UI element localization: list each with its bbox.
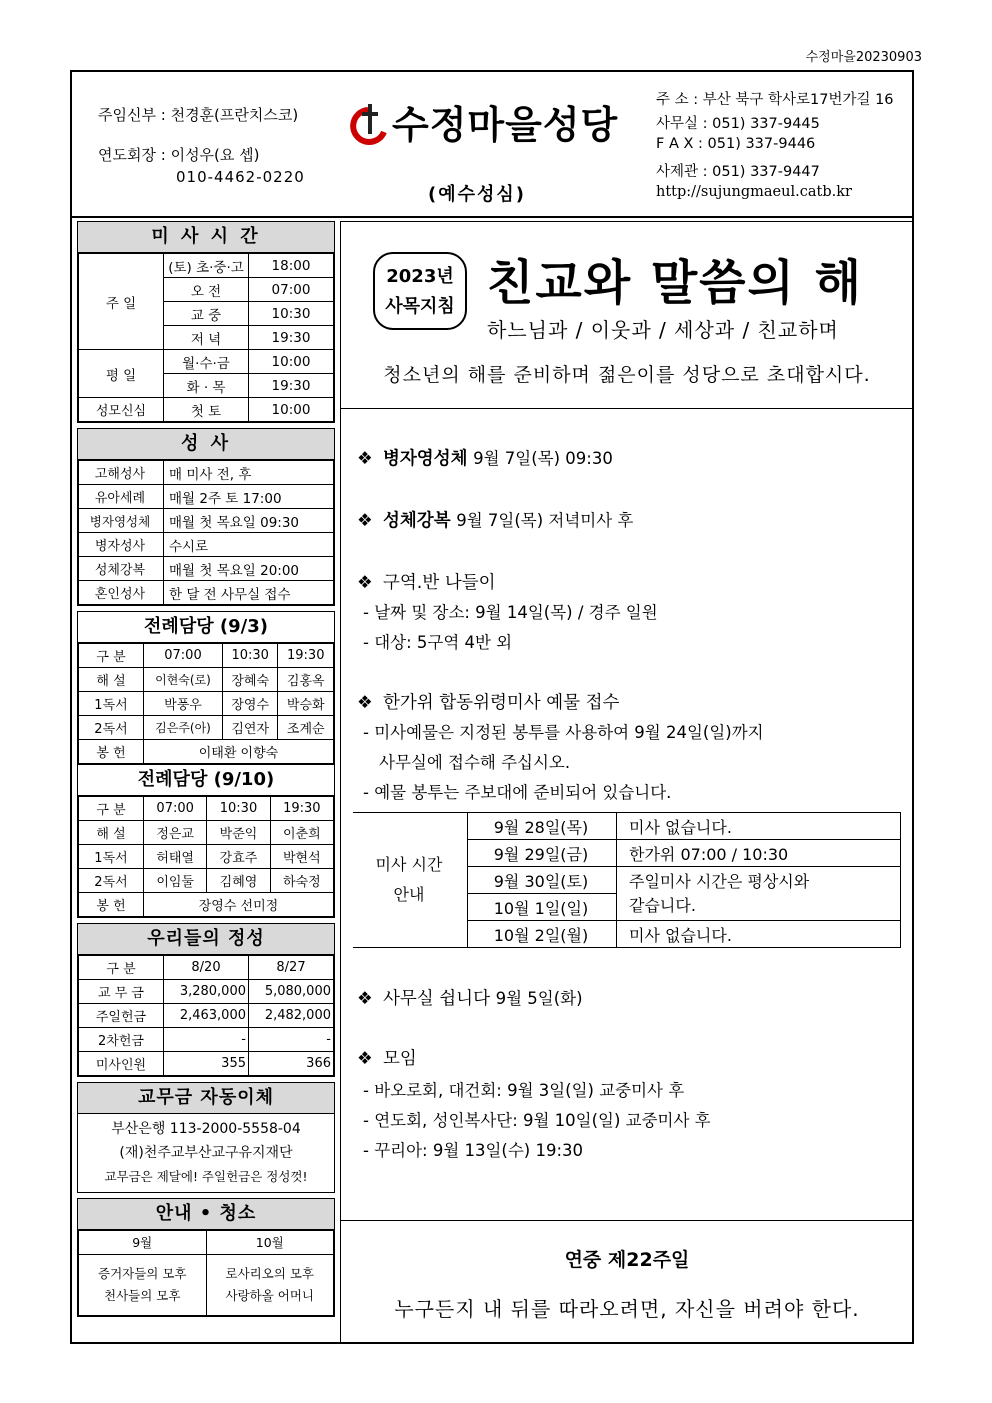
notice-memorial-mass: ❖ 한가위 합동위령미사 예물 접수 bbox=[357, 693, 620, 713]
fax: F A X : 051) 337-9446 bbox=[656, 136, 816, 152]
person: 김연자 bbox=[222, 716, 278, 740]
role: 1독서 bbox=[79, 692, 144, 716]
offering-label: 2차헌금 bbox=[79, 1028, 164, 1052]
mass-times-title: 미 사 시 간 bbox=[78, 222, 334, 253]
mass-schedule-caption: 미사 시간 안내 bbox=[353, 813, 468, 948]
notice-line: - 미사예물은 지정된 봉투를 사용하여 9월 24일(일)까지 bbox=[363, 723, 764, 742]
mass-time: 10:30 bbox=[249, 302, 334, 326]
bank-account: 부산은행 113-2000-5558-04 bbox=[111, 1121, 301, 1137]
sacrament-value: 매 미사 전, 후 bbox=[164, 461, 334, 485]
table-header: 10월 bbox=[206, 1231, 334, 1255]
address: 주 소 : 부산 북구 학사로17번가길 16 bbox=[656, 92, 894, 108]
sacrament-value: 매월 첫 목요일 09:30 bbox=[164, 509, 334, 533]
table-header: 8/20 bbox=[164, 956, 249, 980]
role: 해 설 bbox=[79, 821, 144, 845]
person: 김혜영 bbox=[207, 869, 270, 893]
sacrament-name: 혼인성사 bbox=[79, 581, 164, 605]
offerings bbox=[77, 923, 335, 1077]
person: 이춘희 bbox=[270, 821, 333, 845]
gospel-box bbox=[340, 1221, 914, 1343]
notice-line: - 꾸리아: 9월 13일(수) 19:30 bbox=[363, 1141, 584, 1160]
table-header: 19:30 bbox=[270, 797, 333, 821]
offertory-persons: 이태환 이향숙 bbox=[144, 740, 334, 764]
autopay-title: 교무금 자동이체 bbox=[78, 1083, 334, 1114]
table-header: 8/27 bbox=[249, 956, 334, 980]
schedule-note: 미사 없습니다. bbox=[617, 813, 901, 840]
offering-label: 교 무 금 bbox=[79, 980, 164, 1004]
liturgy-0903-title: 전례담당 (9/3) bbox=[78, 612, 334, 643]
table-header: 구 분 bbox=[79, 644, 144, 668]
mass-name: 오 전 bbox=[164, 278, 249, 302]
notice-office-closed: ❖ 사무실 쉽니다 9월 5일(화) bbox=[357, 989, 583, 1009]
sacraments bbox=[77, 428, 335, 606]
mass-time: 10:00 bbox=[249, 350, 334, 374]
mass-times bbox=[77, 221, 335, 423]
autopay bbox=[77, 1082, 335, 1193]
parish-name: 수정마을성당 bbox=[392, 103, 619, 147]
sacrament-name: 유아세례 bbox=[79, 485, 164, 509]
table-header: 19:30 bbox=[278, 644, 334, 668]
bulletin-frame bbox=[70, 70, 914, 1344]
sunday-title: 연중 제22주일 bbox=[564, 1249, 690, 1271]
person: 박풍우 bbox=[144, 692, 223, 716]
mass-name: 첫 토 bbox=[164, 398, 249, 422]
pastoral-banner bbox=[340, 221, 914, 409]
role: 2독서 bbox=[79, 716, 144, 740]
table-header: 9월 bbox=[79, 1231, 207, 1255]
notice-line: - 예물 봉투는 주보대에 준비되어 있습니다. bbox=[363, 783, 672, 802]
table-header: 07:00 bbox=[144, 797, 207, 821]
left-column bbox=[77, 221, 335, 1322]
offering-value: 2,463,000 bbox=[164, 1004, 249, 1028]
offering-value: 366 bbox=[249, 1052, 334, 1076]
person: 박준익 bbox=[207, 821, 270, 845]
person: 강효주 bbox=[207, 845, 270, 869]
sacrament-value: 매월 2주 토 17:00 bbox=[164, 485, 334, 509]
sacrament-name: 성체강복 bbox=[79, 557, 164, 581]
offering-value: 355 bbox=[164, 1052, 249, 1076]
table-header: 07:00 bbox=[144, 644, 223, 668]
mass-name: 월·수·금 bbox=[164, 350, 249, 374]
schedule-date: 10월 1일(일) bbox=[468, 894, 617, 921]
schedule-date: 9월 30일(토) bbox=[468, 867, 617, 894]
schedule-date: 9월 28일(목) bbox=[468, 813, 617, 840]
liturgy-0903 bbox=[77, 611, 335, 764]
offerings-title: 우리들의 정성 bbox=[78, 924, 334, 955]
cleaning-september: 증거자들의 모후 천사들의 모후 bbox=[79, 1255, 207, 1316]
person: 장영수 bbox=[222, 692, 278, 716]
person: 김홍옥 bbox=[278, 668, 334, 692]
notice-line: - 바오로회, 대건회: 9월 3일(일) 교중미사 후 bbox=[363, 1081, 685, 1100]
account-holder: (재)천주교부산교구유지재단 bbox=[119, 1145, 293, 1161]
pastoral-badge: 2023년 사목지침 bbox=[373, 252, 467, 330]
mass-time: 07:00 bbox=[249, 278, 334, 302]
weekday-label: 평 일 bbox=[79, 350, 164, 398]
mass-name: 화 · 목 bbox=[164, 374, 249, 398]
rectory-phone: 사제관 : 051) 337-9447 bbox=[656, 164, 820, 180]
schedule-note: 주일미사 시간은 평상시와 같습니다. bbox=[617, 867, 901, 921]
liturgy-0910-title: 전례담당 (9/10) bbox=[78, 765, 334, 796]
schedule-date: 10월 2일(월) bbox=[468, 921, 617, 948]
liturgy-0910 bbox=[77, 764, 335, 918]
person: 조계순 bbox=[278, 716, 334, 740]
mass-name: 저 녁 bbox=[164, 326, 249, 350]
role: 봉 헌 bbox=[79, 893, 144, 917]
offering-value: 3,280,000 bbox=[164, 980, 249, 1004]
person: 허태열 bbox=[144, 845, 207, 869]
office-phone: 사무실 : 051) 337-9445 bbox=[656, 116, 820, 132]
offertory-persons: 장영수 선미정 bbox=[144, 893, 334, 917]
sacrament-value: 한 달 전 사무실 접수 bbox=[164, 581, 334, 605]
offering-value: 5,080,000 bbox=[249, 980, 334, 1004]
sacrament-name: 병자영성체 bbox=[79, 509, 164, 533]
person: 하숙정 bbox=[270, 869, 333, 893]
pastor: 주임신부 : 천경훈(프란치스코) bbox=[98, 106, 299, 124]
schedule-note: 한가위 07:00 / 10:30 bbox=[617, 840, 901, 867]
schedule-note: 미사 없습니다. bbox=[617, 921, 901, 948]
first-sat-label: 성모신심 bbox=[79, 398, 164, 422]
person: 이임둘 bbox=[144, 869, 207, 893]
sacraments-title: 성 사 bbox=[78, 429, 334, 460]
notice-meetings: ❖ 모임 bbox=[357, 1049, 417, 1069]
header bbox=[72, 72, 912, 218]
parish-logo-icon bbox=[348, 102, 388, 146]
role: 해 설 bbox=[79, 668, 144, 692]
invite-text: 청소년의 해를 준비하며 젊은이를 성당으로 초대합시다. bbox=[383, 364, 871, 386]
sacrament-name: 고해성사 bbox=[79, 461, 164, 485]
cleaning-october: 로사리오의 모후 사랑하올 어머니 bbox=[206, 1255, 334, 1316]
document-id: 수정마을20230903 bbox=[805, 50, 922, 65]
table-header: 10:30 bbox=[207, 797, 270, 821]
cleaning bbox=[77, 1198, 335, 1317]
person: 박승화 bbox=[278, 692, 334, 716]
gospel-quote: 누구든지 내 뒤를 따라오려면, 자신을 버려야 한다. bbox=[394, 1297, 860, 1321]
person: 정은교 bbox=[144, 821, 207, 845]
notice-sick-communion: ❖ 병자영성체 9월 7일(목) 09:30 bbox=[357, 449, 613, 469]
notice-line: - 대상: 5구역 4반 외 bbox=[363, 633, 513, 652]
person: 김은주(아) bbox=[144, 716, 223, 740]
mass-name: 교 중 bbox=[164, 302, 249, 326]
offering-label: 주일헌금 bbox=[79, 1004, 164, 1028]
mass-schedule-table bbox=[353, 812, 901, 948]
president: 연도회장 : 이성우(요 셉) bbox=[98, 146, 260, 164]
table-header: 구 분 bbox=[79, 797, 144, 821]
mass-time: 19:30 bbox=[249, 326, 334, 350]
role: 1독서 bbox=[79, 845, 144, 869]
notice-benediction: ❖ 성체강복 9월 7일(목) 저녁미사 후 bbox=[357, 511, 634, 531]
person: 박현석 bbox=[270, 845, 333, 869]
sacrament-value: 수시로 bbox=[164, 533, 334, 557]
notice-outing: ❖ 구역.반 나들이 bbox=[357, 573, 496, 593]
notice-line: - 연도회, 성인복사단: 9월 10일(일) 교중미사 후 bbox=[363, 1111, 711, 1130]
pastoral-title: 친교와 말씀의 해 bbox=[487, 255, 863, 311]
offering-label: 미사인원 bbox=[79, 1052, 164, 1076]
autopay-note: 교무금은 제달에! 주일헌금은 정성껏! bbox=[104, 1169, 308, 1184]
table-header: 10:30 bbox=[222, 644, 278, 668]
mass-time: 19:30 bbox=[249, 374, 334, 398]
person: 이현숙(로) bbox=[144, 668, 223, 692]
role: 2독서 bbox=[79, 869, 144, 893]
notice-line: - 날짜 및 장소: 9월 14일(목) / 경주 일원 bbox=[363, 603, 658, 622]
schedule-date: 9월 29일(금) bbox=[468, 840, 617, 867]
offering-value: - bbox=[249, 1028, 334, 1052]
mass-name: (토) 초·중·고 bbox=[164, 254, 249, 278]
website-link[interactable]: http://sujungmaeul.catb.kr bbox=[656, 184, 852, 200]
table-header: 구 분 bbox=[79, 956, 164, 980]
mass-time: 10:00 bbox=[249, 398, 334, 422]
notices bbox=[340, 409, 914, 1221]
right-column bbox=[340, 221, 914, 1343]
person: 장혜숙 bbox=[222, 668, 278, 692]
role: 봉 헌 bbox=[79, 740, 144, 764]
offering-value: 2,482,000 bbox=[249, 1004, 334, 1028]
sacrament-name: 병자성사 bbox=[79, 533, 164, 557]
sacrament-value: 매월 첫 목요일 20:00 bbox=[164, 557, 334, 581]
president-phone: 010-4462-0220 bbox=[176, 168, 305, 186]
pastoral-subtitle: 하느님과 / 이웃과 / 세상과 / 친교하며 bbox=[487, 318, 839, 342]
mass-time: 18:00 bbox=[249, 254, 334, 278]
cleaning-title: 안내 • 청소 bbox=[78, 1199, 334, 1230]
offering-value: - bbox=[164, 1028, 249, 1052]
parish-subtitle: (예수성심) bbox=[428, 184, 527, 205]
sunday-label: 주 일 bbox=[79, 254, 164, 350]
notice-line: 사무실에 접수해 주십시오. bbox=[379, 753, 571, 772]
